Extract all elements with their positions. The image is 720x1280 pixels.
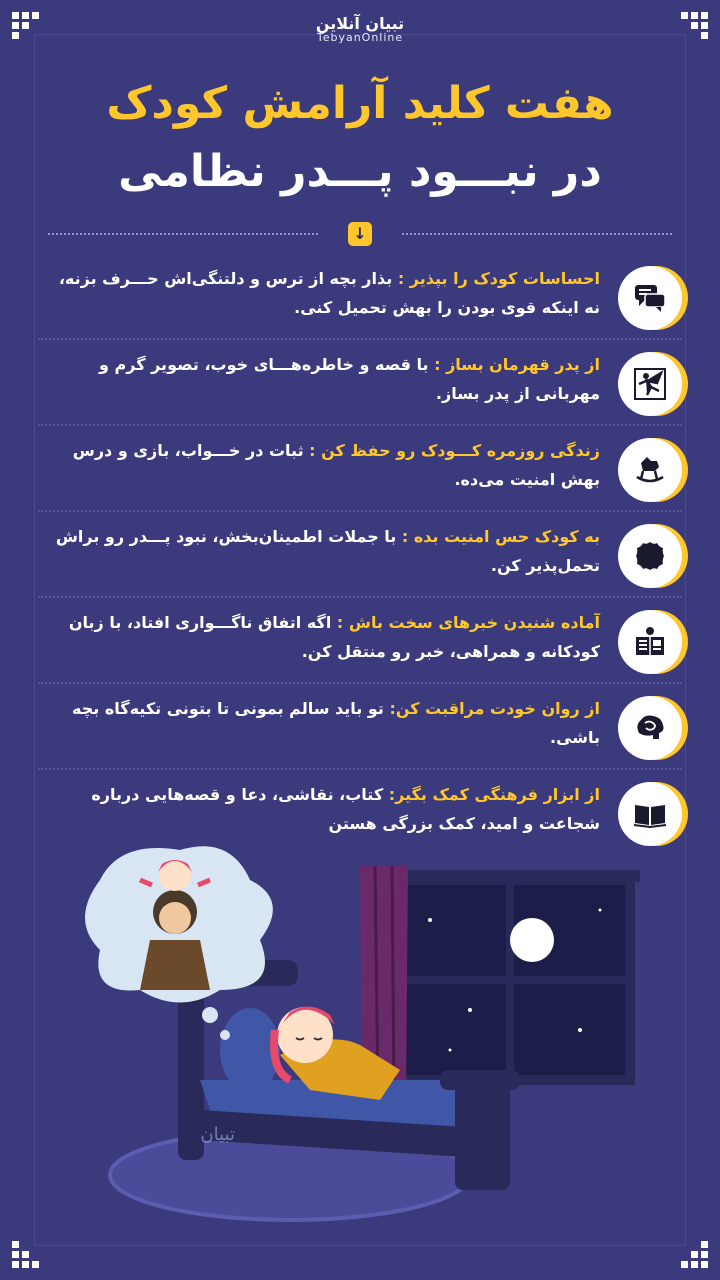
tip-heading: از روان خودت مراقبت کن:: [389, 699, 600, 718]
open-book-icon: [618, 782, 682, 846]
window: [380, 870, 640, 1080]
tip-text: [38, 522, 600, 580]
brand-logo: [0, 14, 720, 44]
tip-text: [38, 608, 600, 666]
dotted-line: [48, 233, 318, 237]
tip-item: [38, 254, 682, 340]
moon-icon: [510, 918, 554, 962]
tip-item: [38, 684, 682, 770]
tip-body: با جملات اطمینان‌بخش، نبود پـــدر رو براش تحمل‌پذیر کن.: [55, 527, 600, 575]
page-title: هفت کلید آرامش کودک: [106, 78, 614, 129]
corner-ornament-icon: [678, 1238, 708, 1268]
tip-heading: از ابزار فرهنگی کمک بگیر:: [388, 785, 600, 804]
cloud-badge-icon: [618, 524, 682, 588]
tip-item: [38, 426, 682, 512]
tip-heading: آماده شنیدن خبرهای سخت باش :: [336, 613, 600, 632]
sleeping-child-illustration: [60, 840, 660, 1240]
tip-heading: زندگی روزمره کـــودک رو حفظ کن :: [309, 441, 600, 460]
rocking-horse-icon: [618, 438, 682, 502]
corner-ornament-icon: [12, 1238, 42, 1268]
tip-item: [38, 598, 682, 684]
brand-name-fa: تبیان آنلاین: [315, 14, 405, 33]
page-subtitle: در نبـــود پـــدر نظامی: [118, 146, 602, 197]
tip-text: [38, 436, 600, 494]
arrow-down-icon: ↓: [348, 222, 372, 246]
chat-bubbles-icon: [618, 266, 682, 330]
tip-body: بذار بچه از ترس و دلتنگی‌اش حـــرف بزنه، نه اینکه قوی بودن را بهش تحمیل کنی.: [58, 269, 600, 317]
tip-body: کتاب، نقاشی، دعا و قصه‌هایی درباره شجاعت و امید، کمک بزرگی هستن: [91, 785, 600, 833]
tip-heading: احساسات کودک را بپذیر :: [397, 269, 600, 288]
tip-heading: به کودک حس امنیت بده :: [401, 527, 600, 546]
watermark-text: تبیان: [200, 1124, 235, 1145]
tip-body: تو باید سالم بمونی تا بتونی تکیه‌گاه بچه باشی.: [72, 699, 600, 747]
section-divider: [48, 224, 672, 243]
tips-list: [38, 254, 682, 856]
tip-text: [38, 350, 600, 408]
newspaper-reader-icon: [618, 610, 682, 674]
brain-mind-icon: [618, 696, 682, 760]
tip-body: ثبات در خـــواب، بازی و درس بهش امنیت می‌ده.: [72, 441, 600, 489]
tip-item: [38, 340, 682, 426]
tip-body: اگه اتفاق ناگـــواری افتاد، با زبان کودکانه و همراهی، خبر رو منتقل کن.: [68, 613, 600, 661]
tip-item: [38, 512, 682, 598]
tip-text: [38, 694, 600, 752]
hero-cape-icon: [618, 352, 682, 416]
brand-name-en: TebyanOnline: [316, 31, 404, 44]
tip-text: [38, 780, 600, 838]
tip-body: با قصه و خاطره‌هـــای خوب، تصویر گرم و مهربانی از پدر بساز.: [99, 355, 600, 403]
tip-heading: از پدر قهرمان بساز :: [434, 355, 600, 374]
tip-text: [38, 264, 600, 322]
dotted-line: [402, 233, 672, 237]
